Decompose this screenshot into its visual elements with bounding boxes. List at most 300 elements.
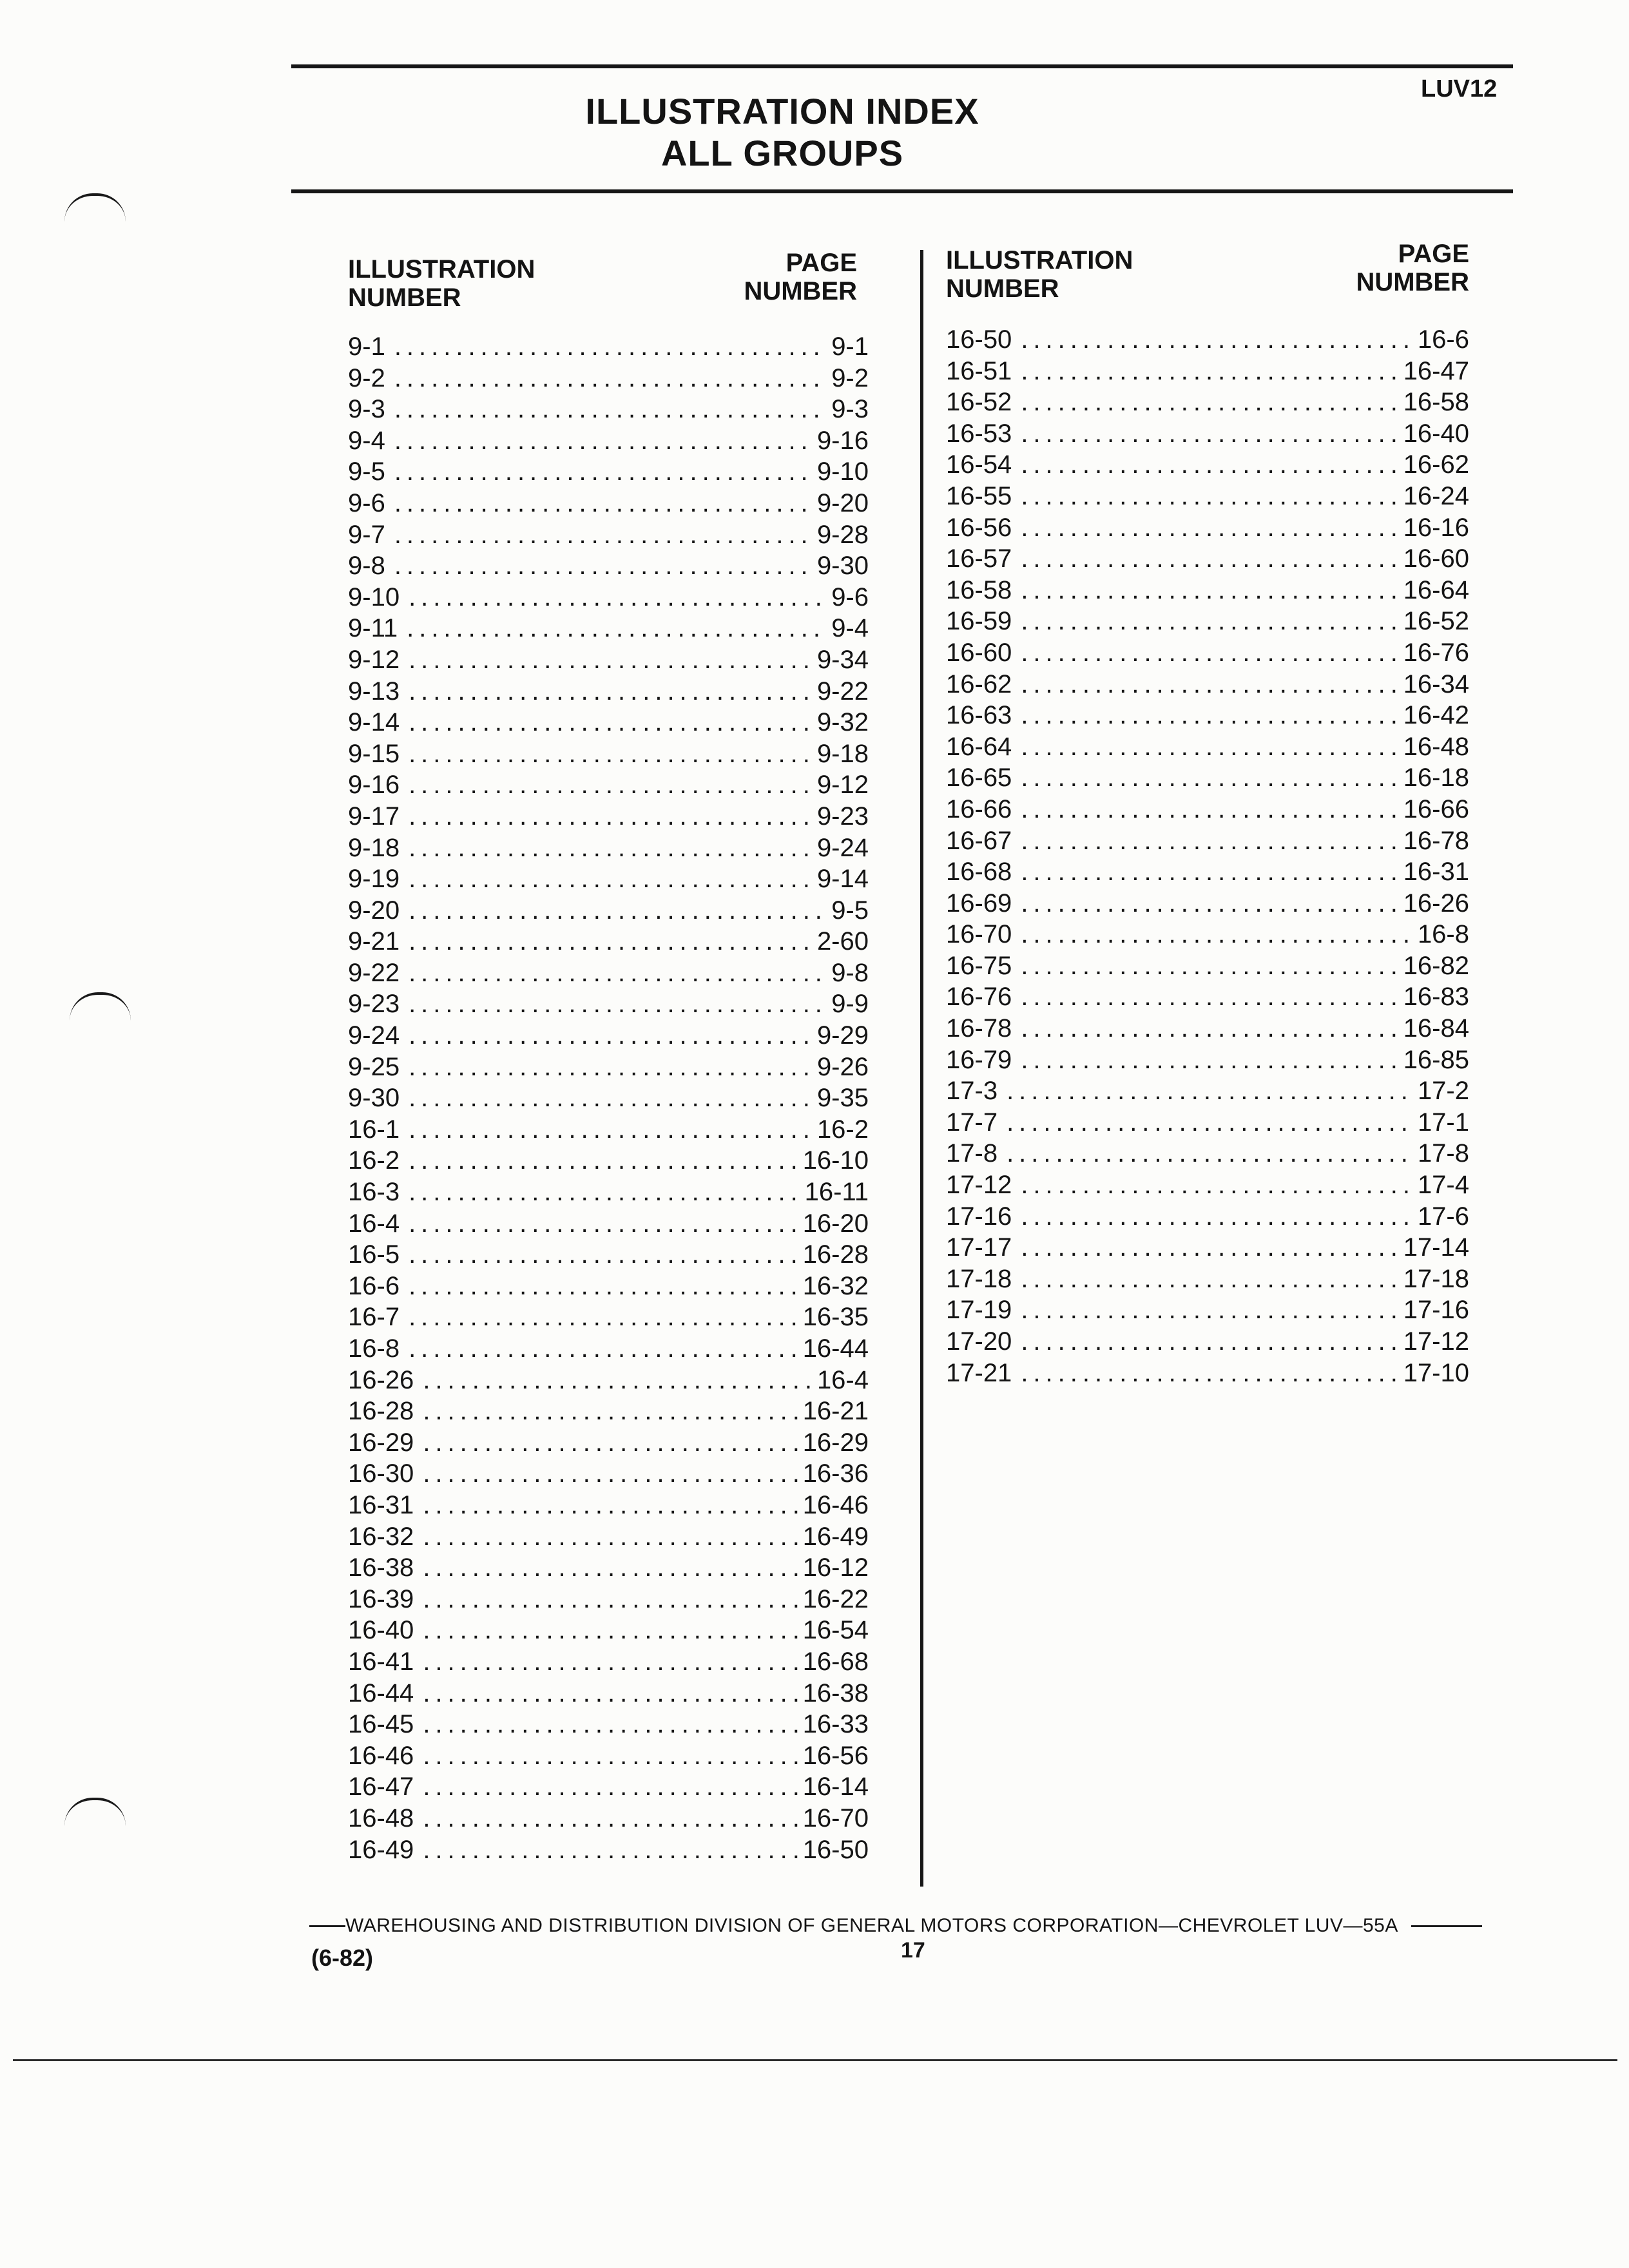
index-entry: [348, 457, 869, 489]
index-entry: [348, 1115, 869, 1147]
page-reference: 9-20: [816, 488, 869, 517]
dot-leader: [409, 677, 813, 706]
dot-leader: [423, 1491, 798, 1520]
dot-leader: [423, 1773, 798, 1802]
page-reference: 16-62: [1403, 450, 1469, 479]
index-entry: [348, 802, 869, 834]
index-entry: [946, 1046, 1469, 1077]
index-entry: [348, 521, 869, 552]
dot-leader: [394, 489, 813, 518]
page-reference: 16-42: [1403, 701, 1469, 730]
dot-leader: [1021, 670, 1399, 699]
page-reference: 17-18: [1403, 1264, 1469, 1293]
index-entry: [946, 357, 1469, 389]
page-reference: 16-29: [802, 1428, 869, 1457]
dot-leader: [1021, 544, 1399, 573]
index-entry: [348, 865, 869, 896]
illustration-number: 9-2: [348, 363, 385, 392]
illustration-number: 16-8: [348, 1334, 400, 1363]
illustration-number: 16-59: [946, 607, 1012, 636]
page-reference: 16-35: [802, 1303, 869, 1332]
index-entry: [348, 646, 869, 677]
illustration-number: 16-63: [946, 701, 1012, 730]
dot-leader: [409, 1053, 813, 1082]
dot-leader: [423, 1804, 798, 1833]
index-entry: [348, 896, 869, 928]
page-number: 17: [901, 1938, 925, 1963]
index-entry: [946, 670, 1469, 702]
illustration-number: 9-23: [348, 990, 400, 1019]
index-entry: [348, 959, 869, 990]
illustration-number: 16-70: [946, 920, 1012, 949]
illustration-number: 16-57: [946, 544, 1012, 573]
illustration-number: 16-62: [946, 669, 1012, 698]
page-reference: 9-10: [816, 457, 869, 486]
dot-leader: [409, 1209, 799, 1238]
index-entry: [348, 1366, 869, 1398]
page-reference: 16-14: [802, 1773, 869, 1802]
dot-leader: [394, 427, 813, 456]
index-entry: [348, 395, 869, 427]
dot-leader: [1021, 482, 1399, 511]
index-entry: [946, 889, 1469, 921]
illustration-number: 9-16: [348, 771, 400, 800]
index-entry: [946, 1108, 1469, 1140]
illustration-number: 16-4: [348, 1209, 400, 1238]
index-entry: [946, 419, 1469, 451]
index-entry: [348, 1303, 869, 1334]
illustration-number: 9-30: [348, 1084, 400, 1113]
page-reference: 16-64: [1403, 575, 1469, 604]
page-reference: 9-16: [816, 426, 869, 455]
illustration-number: 9-8: [348, 552, 385, 581]
page-reference: 17-14: [1403, 1233, 1469, 1262]
illustration-number: 9-6: [348, 488, 385, 517]
dot-leader: [1021, 920, 1414, 949]
page-reference: 16-66: [1403, 794, 1469, 823]
page-reference: 9-28: [816, 520, 869, 549]
footer-publisher-text: WAREHOUSING AND DISTRIBUTION DIVISION OF GENERAL MOTORS CORPORATION—CHEVROLET LUV—55A: [345, 1915, 1398, 1936]
dot-leader: [409, 1303, 799, 1332]
page-reference: 9-24: [816, 833, 869, 862]
dot-leader: [394, 521, 813, 550]
dot-leader: [1021, 1265, 1399, 1294]
dot-leader: [409, 740, 813, 769]
dot-leader: [1007, 1139, 1414, 1168]
illustration-number: 17-16: [946, 1202, 1012, 1231]
page-reference: 9-14: [816, 865, 869, 894]
illustration-number: 9-22: [348, 958, 400, 987]
page-subtitle: ALL GROUPS: [660, 133, 904, 173]
page-reference: 9-6: [831, 582, 869, 611]
page-reference: 9-1: [831, 332, 869, 361]
index-entry: [946, 983, 1469, 1014]
page-reference: 16-83: [1403, 983, 1469, 1012]
dot-leader: [409, 927, 813, 956]
illustration-number: 16-7: [348, 1303, 400, 1332]
illustration-number: 17-17: [946, 1233, 1012, 1262]
page-reference: 16-85: [1403, 1045, 1469, 1074]
illustration-number: 16-79: [946, 1045, 1012, 1074]
page-reference: 16-28: [802, 1240, 869, 1269]
page-reference: 9-26: [816, 1052, 869, 1081]
page-reference: 9-8: [831, 958, 869, 987]
page-reference: 16-21: [802, 1397, 869, 1426]
dot-leader: [409, 959, 827, 988]
dot-leader: [1021, 858, 1399, 887]
dot-leader: [1021, 607, 1399, 636]
dot-leader: [423, 1648, 798, 1677]
dot-leader: [1021, 1327, 1399, 1356]
dot-leader: [1021, 1233, 1399, 1262]
illustration-number: 9-14: [348, 708, 400, 737]
page-reference: 17-8: [1417, 1139, 1469, 1168]
index-entry: [348, 364, 869, 396]
index-entry: [946, 1077, 1469, 1108]
dot-leader: [409, 834, 813, 863]
dot-leader: [1021, 514, 1399, 543]
illustration-number: 16-53: [946, 419, 1012, 448]
dot-leader: [407, 614, 827, 643]
page-reference: 16-11: [804, 1178, 869, 1207]
illustration-number: 16-1: [348, 1115, 400, 1144]
page-reference: 17-10: [1403, 1358, 1469, 1387]
left-illustration-heading: ILLUSTRATION NUMBER: [348, 255, 535, 312]
page-reference: 16-38: [802, 1678, 869, 1707]
page-reference: 16-36: [802, 1459, 869, 1488]
index-entry: [946, 1014, 1469, 1046]
index-entry: [348, 552, 869, 583]
illustration-number: 16-65: [946, 764, 1012, 793]
page-reference: 9-35: [816, 1084, 869, 1113]
illustration-number: 16-76: [946, 983, 1012, 1012]
page-title: ILLUSTRATION INDEX: [585, 91, 979, 131]
page-reference: 16-40: [1403, 419, 1469, 448]
illustration-number: 16-40: [348, 1616, 414, 1645]
illustration-number: 9-3: [348, 395, 385, 424]
dot-leader: [1021, 1359, 1399, 1388]
dot-leader: [1021, 983, 1399, 1012]
punch-hole-mark: [64, 193, 126, 222]
index-entry: [946, 795, 1469, 827]
index-entry: [946, 482, 1469, 514]
illustration-number: 16-56: [946, 513, 1012, 542]
index-entry: [348, 332, 869, 364]
page-reference: 16-56: [802, 1741, 869, 1770]
dot-leader: [409, 1334, 799, 1363]
page-reference: 16-47: [1403, 356, 1469, 385]
illustration-number: 16-45: [348, 1710, 414, 1739]
dot-leader: [394, 457, 813, 486]
page-reference: 9-23: [816, 802, 869, 831]
illustration-number: 9-1: [348, 332, 385, 361]
illustration-number: 17-7: [946, 1108, 998, 1137]
illustration-number: 16-64: [946, 732, 1012, 761]
illustration-number: 16-49: [348, 1835, 414, 1864]
dot-leader: [1021, 827, 1399, 856]
illustration-number: 16-5: [348, 1240, 400, 1269]
dot-leader: [1007, 1077, 1414, 1106]
page-reference: 16-52: [1403, 607, 1469, 636]
illustration-number: 16-66: [946, 794, 1012, 823]
illustration-number: 16-78: [946, 1014, 1012, 1043]
illustration-number: 9-11: [348, 614, 398, 643]
dot-leader: [1021, 733, 1399, 762]
index-entry: [348, 708, 869, 740]
index-entry: [946, 1233, 1469, 1265]
index-entry: [348, 1491, 869, 1523]
page-reference: 9-4: [831, 614, 869, 643]
illustration-number: 9-20: [348, 896, 400, 925]
page-reference: 16-76: [1403, 638, 1469, 667]
index-entry: [348, 927, 869, 959]
index-entry: [946, 858, 1469, 889]
scan-bottom-edge-line: [13, 2059, 1617, 2061]
dot-leader: [1021, 576, 1399, 605]
index-entry: [348, 1742, 869, 1773]
page-reference: 16-10: [802, 1146, 869, 1175]
index-entry: [946, 639, 1469, 670]
dot-leader: [423, 1553, 798, 1582]
index-entry: [348, 834, 869, 865]
page-reference: 16-24: [1403, 481, 1469, 510]
page-reference: 16-34: [1403, 669, 1469, 698]
page-reference: 16-70: [802, 1803, 869, 1832]
page-reference: 9-18: [816, 739, 869, 768]
dot-leader: [1021, 325, 1414, 354]
illustration-number: 17-3: [946, 1077, 998, 1106]
dot-leader: [1021, 1171, 1414, 1200]
index-entry: [348, 1523, 869, 1554]
illustration-number: 9-4: [348, 426, 385, 455]
illustration-number: 16-58: [946, 575, 1012, 604]
page-reference: 16-78: [1403, 826, 1469, 855]
dot-leader: [1007, 1108, 1414, 1137]
dot-leader: [409, 1178, 801, 1207]
page-reference: 16-50: [802, 1835, 869, 1864]
illustration-number: 17-20: [946, 1327, 1012, 1356]
dot-leader: [409, 771, 813, 800]
right-page-heading: PAGE NUMBER: [1356, 240, 1469, 296]
illustration-number: 9-12: [348, 645, 400, 674]
illustration-number: 17-12: [946, 1171, 1012, 1200]
page-reference: 16-58: [1403, 388, 1469, 417]
index-entry: [946, 1139, 1469, 1171]
dot-leader: [423, 1710, 798, 1739]
revision-date: (6-82): [311, 1945, 374, 1971]
index-entry: [348, 1648, 869, 1679]
illustration-number: 17-8: [946, 1139, 998, 1168]
dot-leader: [423, 1397, 798, 1426]
illustration-number: 9-21: [348, 927, 400, 956]
page-reference: 16-33: [802, 1710, 869, 1739]
page-reference: 16-68: [802, 1647, 869, 1676]
page-reference: 16-49: [802, 1522, 869, 1551]
index-entry: [348, 427, 869, 458]
index-entry: [348, 1053, 869, 1084]
page-reference: 16-31: [1403, 858, 1469, 887]
illustration-number: 17-21: [946, 1358, 1012, 1387]
illustration-number: 9-18: [348, 833, 400, 862]
index-entry: [946, 1327, 1469, 1359]
illustration-number: 9-7: [348, 520, 385, 549]
dot-leader: [423, 1523, 798, 1552]
illustration-number: 16-2: [348, 1146, 400, 1175]
index-entry: [348, 1272, 869, 1303]
index-entry: [348, 677, 869, 709]
illustration-number: 16-47: [348, 1773, 414, 1802]
dot-leader: [1021, 889, 1399, 918]
illustration-number: 17-18: [946, 1264, 1012, 1293]
index-entry: [348, 1459, 869, 1491]
page-reference: 16-46: [802, 1490, 869, 1519]
dot-leader: [409, 990, 827, 1019]
illustration-number: 9-24: [348, 1021, 400, 1050]
illustration-number: 9-15: [348, 739, 400, 768]
dot-leader: [423, 1585, 798, 1614]
index-entry: [946, 450, 1469, 482]
index-entry: [348, 1773, 869, 1804]
page-reference: 16-84: [1403, 1014, 1469, 1043]
page-reference: 17-12: [1403, 1327, 1469, 1356]
illustration-number: 16-31: [348, 1490, 414, 1519]
dot-leader: [1021, 1202, 1414, 1231]
dot-leader: [1021, 357, 1399, 386]
illustration-number: 9-25: [348, 1052, 400, 1081]
dot-leader: [409, 896, 827, 925]
page-reference: 9-2: [831, 363, 869, 392]
header-bottom-rule: [291, 189, 1513, 193]
page-reference: 17-6: [1417, 1202, 1469, 1231]
page-reference: 17-16: [1403, 1296, 1469, 1325]
illustration-number: 9-19: [348, 865, 400, 894]
illustration-number: 16-41: [348, 1647, 414, 1676]
index-entry: [946, 607, 1469, 639]
index-entry: [946, 514, 1469, 545]
column-divider: [920, 250, 923, 1887]
index-entry: [348, 1585, 869, 1617]
illustration-number: 16-39: [348, 1584, 414, 1613]
illustration-number: 16-26: [348, 1365, 414, 1394]
illustration-number: 9-5: [348, 457, 385, 486]
page-reference: 17-1: [1417, 1108, 1469, 1137]
illustration-number: 16-6: [348, 1271, 400, 1300]
page-reference: 16-22: [802, 1584, 869, 1613]
page-reference: 16-8: [1417, 920, 1469, 949]
page-reference: 16-20: [802, 1209, 869, 1238]
index-entry: [946, 952, 1469, 983]
index-entry: [348, 1178, 869, 1209]
dot-leader: [1021, 1046, 1399, 1075]
page-reference: 16-2: [816, 1115, 869, 1144]
page-reference: 9-5: [831, 896, 869, 925]
illustration-number: 16-51: [946, 356, 1012, 385]
index-entry: [348, 583, 869, 615]
document-code: LUV12: [1421, 75, 1498, 102]
page-reference: 9-29: [816, 1021, 869, 1050]
page-reference: 16-48: [1403, 732, 1469, 761]
dot-leader: [423, 1366, 813, 1395]
footer-left-dash: [309, 1925, 345, 1927]
illustration-number: 16-54: [946, 450, 1012, 479]
illustration-number: 16-46: [348, 1741, 414, 1770]
page-reference: 17-2: [1417, 1077, 1469, 1106]
dot-leader: [394, 395, 827, 424]
index-entry: [348, 1710, 869, 1742]
illustration-number: 16-29: [348, 1428, 414, 1457]
page-reference: 16-4: [816, 1365, 869, 1394]
index-entry: [946, 701, 1469, 733]
index-entry: [946, 576, 1469, 608]
illustration-number: 16-30: [348, 1459, 414, 1488]
index-entry: [348, 740, 869, 771]
illustration-number: 16-52: [946, 388, 1012, 417]
dot-leader: [409, 1084, 813, 1113]
dot-leader: [409, 1240, 799, 1269]
index-entry: [348, 1616, 869, 1648]
dot-leader: [409, 583, 827, 612]
page-reference: 16-6: [1417, 325, 1469, 354]
left-index-list: [348, 332, 869, 1867]
dot-leader: [1021, 1014, 1399, 1043]
dot-leader: [423, 1428, 798, 1457]
page-reference: 16-16: [1403, 513, 1469, 542]
index-entry: [348, 990, 869, 1021]
dot-leader: [409, 708, 813, 737]
dot-leader: [423, 1616, 798, 1645]
page-reference: 16-54: [802, 1616, 869, 1645]
index-entry: [348, 1397, 869, 1428]
page-reference: 16-82: [1403, 951, 1469, 980]
dot-leader: [409, 1272, 799, 1301]
page-reference: 2-60: [816, 927, 869, 956]
page-reference: 9-9: [831, 990, 869, 1019]
index-entry: [946, 920, 1469, 952]
index-entry: [348, 1428, 869, 1460]
footer-publisher-line: [309, 1915, 1547, 1937]
dot-leader: [1021, 764, 1399, 793]
index-entry: [946, 1265, 1469, 1296]
index-entry: [348, 1084, 869, 1115]
header-top-rule: [291, 64, 1513, 68]
dot-leader: [394, 552, 813, 581]
illustration-number: 16-69: [946, 889, 1012, 918]
index-entry: [348, 1021, 869, 1053]
page-reference: 9-22: [816, 677, 869, 706]
dot-leader: [423, 1836, 798, 1865]
right-illustration-heading: ILLUSTRATION NUMBER: [946, 246, 1133, 303]
illustration-number: 16-60: [946, 638, 1012, 667]
dot-leader: [1021, 639, 1399, 668]
page-reference: 17-4: [1417, 1171, 1469, 1200]
index-entry: [348, 1209, 869, 1241]
dot-leader: [394, 364, 827, 393]
page-reference: 9-12: [816, 771, 869, 800]
index-entry: [348, 489, 869, 521]
illustration-number: 9-13: [348, 677, 400, 706]
illustration-number: 16-48: [348, 1803, 414, 1832]
dot-leader: [1021, 419, 1399, 448]
illustration-number: 16-75: [946, 951, 1012, 980]
dot-leader: [1021, 1296, 1399, 1325]
index-entry: [946, 1296, 1469, 1327]
index-entry: [348, 1240, 869, 1272]
illustration-number: 16-38: [348, 1553, 414, 1582]
page-reference: 16-60: [1403, 544, 1469, 573]
page-reference: 16-18: [1403, 764, 1469, 793]
dot-leader: [1021, 450, 1399, 479]
footer-right-dash: [1411, 1925, 1482, 1927]
